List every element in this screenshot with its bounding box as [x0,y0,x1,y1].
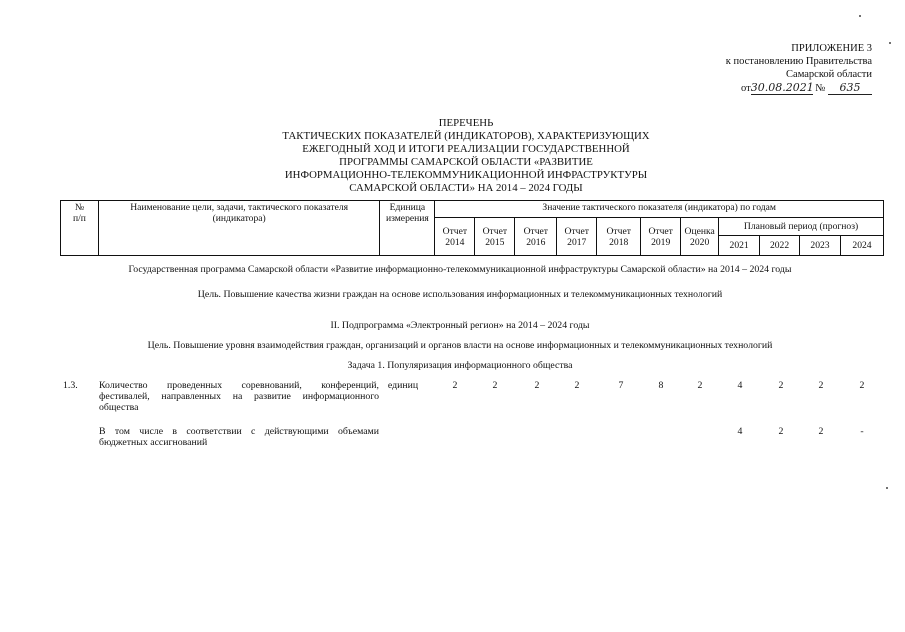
value-2022: 2 [778,380,784,391]
program-heading: Государственная программа Самарской области «Развитие информационно-телекоммуникационной инфраструктуры Самарской области» на 2014 – 2024 годы [128,264,792,275]
scan-speck [859,15,861,17]
value-2017: 2 [574,380,580,391]
header-year-2014 [435,218,475,256]
handwritten-number: 635 [828,81,872,95]
value-2014: 2 [452,380,458,391]
title-line-1: ПЕРЕЧЕНЬ [438,117,494,129]
appendix-block [726,42,872,95]
number-label: № [815,83,826,94]
header-name-cell: Наименование цели, задачи, тактического показателя (индикатора) [98,201,379,256]
header-unit-cell [380,201,435,256]
value-2016: 2 [534,380,540,391]
title-line-2: ТАКТИЧЕСКИХ ПОКАЗАТЕЛЕЙ (ИНДИКАТОРОВ), ХАРАКТЕРИЗУЮЩИХ [282,130,650,142]
year-value: 2019 [651,236,671,248]
scan-speck [886,487,888,489]
row-unit: единиц [387,380,419,391]
header-year-2018 [597,218,641,256]
title-line-4: ПРОГРАММЫ САМАРСКОЙ ОБЛАСТИ «РАЗВИТИЕ [339,156,593,168]
year-value: 2018 [609,236,629,248]
goal2-heading: Цель. Повышение уровня взаимодействия граждан, организаций и органов власти на основе информационных и телекоммуникационных технологий [147,340,773,351]
year-value: 2016 [526,236,546,248]
value-2020: 2 [697,380,703,391]
year-value: 2020 [690,236,710,248]
row-indicator-name: Количество проведенных соревнований, конференций, фестивалей, направленных на развитие информационного общества [99,380,379,413]
appendix-title: ПРИЛОЖЕНИЕ 3 [791,43,872,54]
header-year-2017 [557,218,597,256]
header-planned-period: Плановый период (прогноз) [719,218,884,236]
header-year-2019 [641,218,681,256]
year-value: 2015 [485,236,505,248]
title-line-3: ЕЖЕГОДНЫЙ ХОД И ИТОГИ РЕАЛИЗАЦИИ ГОСУДАРСТВЕННОЙ [302,143,630,155]
header-year-2020 [681,218,719,256]
header-year-2024: 2024 [840,236,883,256]
document-title [150,117,782,195]
subvalue-2024: - [860,426,864,437]
year-kind: Отчет [606,225,631,237]
year-kind: Отчет [482,225,508,237]
subvalue-2023: 2 [818,426,824,437]
header-values-cell: Значение тактического показателя (индикатора) по годам [435,201,884,218]
value-2015: 2 [492,380,498,391]
subvalue-2021: 4 [737,426,743,437]
value-2019: 8 [658,380,664,391]
header-year-2022: 2022 [760,236,800,256]
appendix-decree: к постановлению Правительства [725,56,872,67]
year-kind: Отчет [648,225,673,237]
appendix-region: Самарской области [786,69,872,80]
header-year-2023: 2023 [800,236,841,256]
year-value: 2014 [445,236,465,248]
handwritten-date: 30.08.2021 [750,81,814,94]
header-year-2016 [515,218,557,256]
year-kind: Отчет [442,225,468,237]
task1-heading: Задача 1. Популяризация информационного общества [347,360,573,371]
year-kind: Оценка [684,225,715,237]
header-num-line2: п/п [72,213,86,224]
subprogram-heading: II. Подпрограмма «Электронный регион» на 2014 – 2024 годы [330,320,590,331]
subrow-indicator-name: В том числе в соответствии с действующими объемами бюджетных ассигнований [99,426,379,448]
row-number: 1.3. [63,380,78,391]
subvalue-2022: 2 [778,426,784,437]
header-unit-line2: измерения [385,213,429,224]
header-num-cell [61,201,99,256]
year-kind: Отчет [523,225,548,237]
header-year-2015 [475,218,515,256]
header-num-line1: № [74,202,85,213]
indicator-table-header [60,200,884,256]
scan-speck [889,42,891,44]
title-line-6: САМАРСКОЙ ОБЛАСТИ» НА 2014 – 2024 ГОДЫ [349,182,583,194]
year-value: 2017 [567,236,587,248]
header-year-2021: 2021 [719,236,760,256]
goal1-heading: Цель. Повышение качества жизни граждан на основе использования информационных и телекоммуникационных технологий [197,289,723,300]
appendix-date-number [726,81,872,95]
value-2018: 7 [618,380,624,391]
value-2023: 2 [818,380,824,391]
from-prefix: от [741,83,751,94]
header-unit-line1: Единица [389,202,426,213]
value-2024: 2 [859,380,865,391]
value-2021: 4 [737,380,743,391]
year-kind: Отчет [564,225,589,237]
title-line-5: ИНФОРМАЦИОННО-ТЕЛЕКОММУНИКАЦИОННОЙ ИНФРАСТРУКТУРЫ [284,169,648,181]
